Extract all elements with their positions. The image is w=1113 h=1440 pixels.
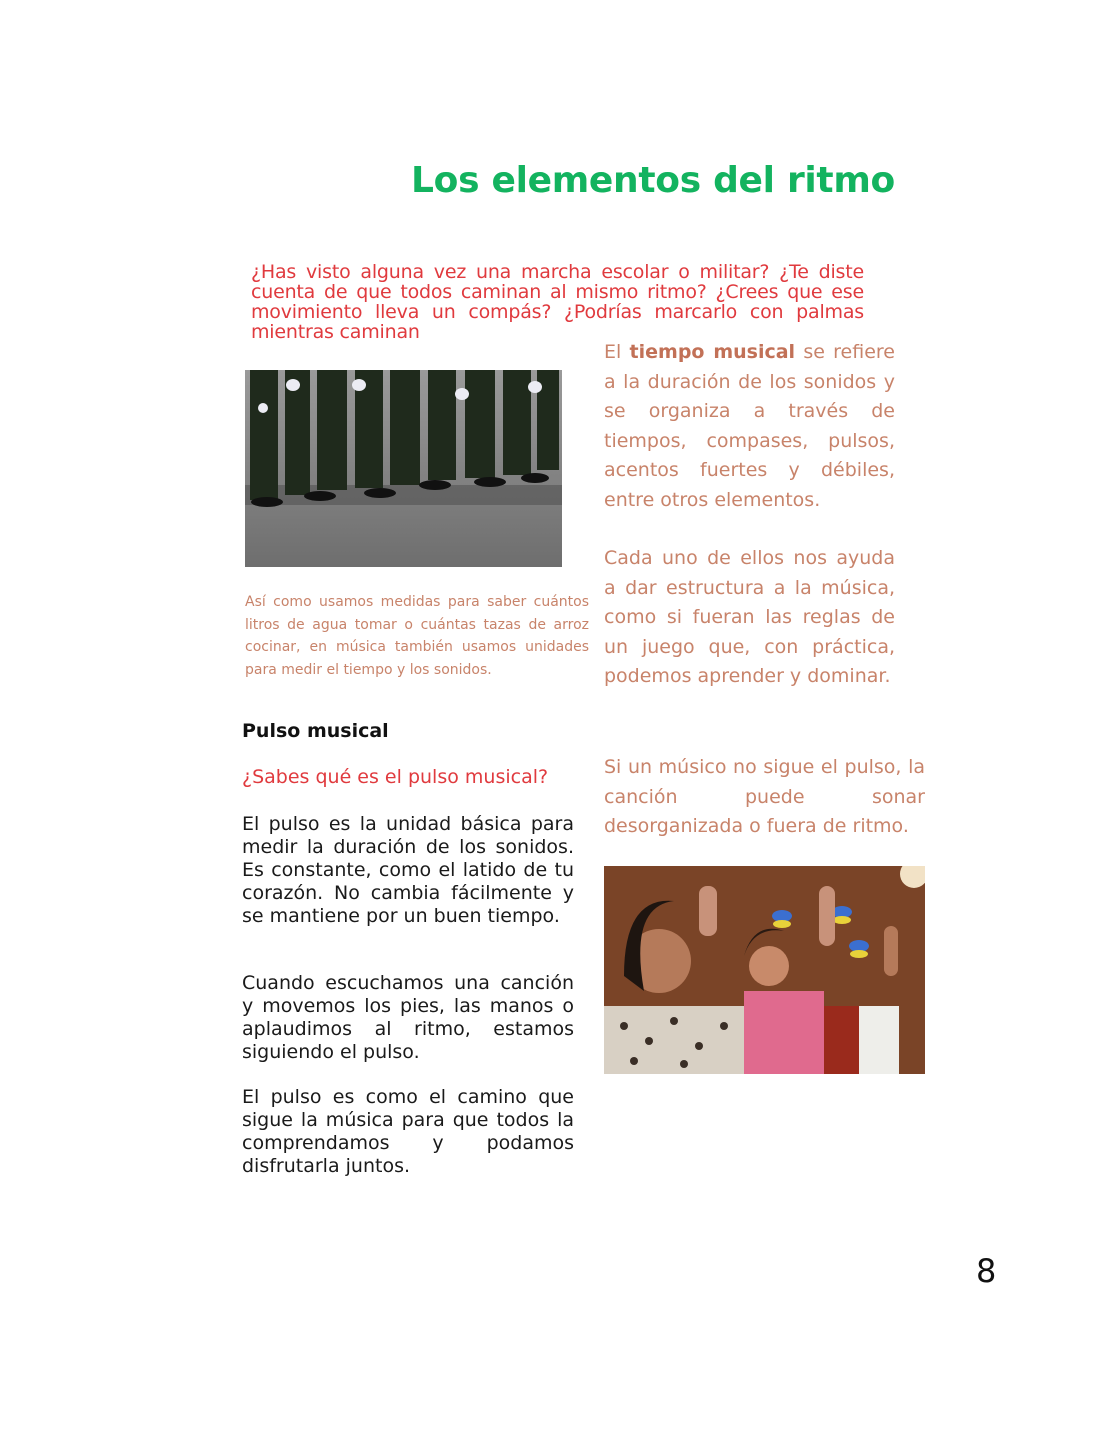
image-caption: Así como usamos medidas para saber cuántos litros de agua tomar o cuántas tazas de arroz cocinar, en música también usamos unidades para medir el tiempo y los sonidos. — [245, 594, 589, 678]
page-number: 8 — [976, 1252, 997, 1290]
estructura-paragraph: Cada uno de ellos nos ayuda a dar estructura a la música, como si fueran las reglas de un juego que, con práctica, podemos aprender y dominar. — [604, 547, 895, 687]
section-heading-pulso: Pulso musical — [242, 720, 389, 742]
intro-questions: ¿Has visto alguna vez una marcha escolar o militar? ¿Te diste cuenta de que todos caminan al mismo ritmo? ¿Crees que ese movimiento lleva un compás? ¿Podrías marcarlo con palmas mientras caminan — [251, 261, 864, 343]
pulso-paragraph-1: El pulso es la unidad básica para medir la duración de los sonidos. Es constante, como el latido de tu corazón. No cambia fácilmente y se mantiene por un buen tiempo. — [242, 813, 574, 927]
tiempo-prefix: El — [604, 341, 630, 363]
pulso-warning-paragraph: Si un músico no sigue el pulso, la canción puede sonar desorganizada o fuera de ritmo. — [604, 756, 925, 837]
marching-photo — [245, 370, 562, 567]
tiempo-musical-paragraph — [604, 338, 895, 515]
pulso-paragraph-2: Cuando escuchamos una canción y movemos los pies, las manos o aplaudimos al ritmo, estamos siguiendo el pulso. — [242, 972, 574, 1063]
tiempo-bold-term: tiempo musical — [629, 341, 796, 363]
pulso-paragraph-3: El pulso es como el camino que sigue la música para que todos la comprendamos y podamos disfrutarla juntos. — [242, 1086, 574, 1177]
pulso-question: ¿Sabes qué es el pulso musical? — [242, 766, 549, 788]
page-title: Los elementos del ritmo — [411, 160, 895, 201]
tiempo-rest: se refiere a la duración de los sonidos y se organiza a través de tiempos, compases, pulsos, acentos fuertes y débiles, entre otros elementos. — [604, 341, 895, 511]
children-clapping-photo — [604, 866, 925, 1074]
